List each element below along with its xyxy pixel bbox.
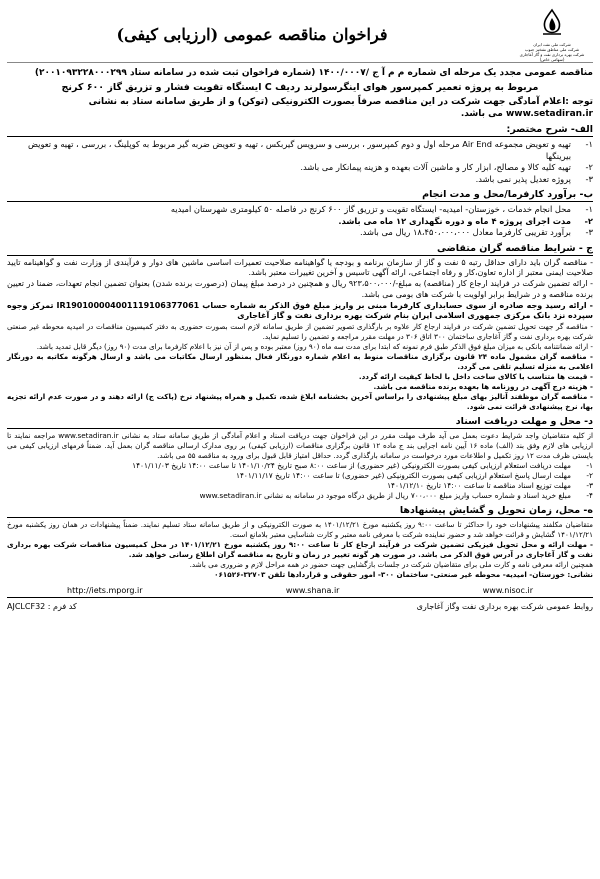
form-code-label: کد فرم : <box>47 602 77 612</box>
condition-paragraph: - مناقصه گران مشمول ماده ۲۴ قانون برگزاری مناقصات منوط به اعلام شماره دورنگار فعال بمنظور ارسال مکاتبات می باشد و ارسال هرگونه مکاتبه به دورنگار اعلامی به منزله تسلیم تلقی می گردد. <box>7 352 593 372</box>
item-number: ۱- <box>586 461 593 471</box>
website-links <box>7 586 593 598</box>
item-number: ۳- <box>586 481 593 491</box>
item-number: ۲- <box>585 162 593 172</box>
section-c-title: ج - شرایط مناقصه گران متقاضی <box>7 242 593 256</box>
list-item <box>7 227 593 239</box>
logo-line-2: شرکت ملی مناطق نفتخیز جنوب <box>524 47 580 52</box>
logo-line-1: شرکت ملی نفت ایران <box>533 42 571 47</box>
item-text: برآورد تقریبی کارفرما معادل ۱۸،۴۵۰،۰۰۰،۰۰۰ ریال می باشد. <box>360 227 571 237</box>
website-link[interactable]: www.shana.ir <box>285 586 340 596</box>
footer <box>7 602 593 611</box>
condition-paragraph: - مناقصه گر جهت تحویل تضمین شرکت در فرایند ارجاع کار علاوه بر بارگذاری تصویر تضمین از طریق سامانه لازم است بصورت حضوری به دفتر کمیسیون مناقصات در امیدیه محوطه غیر صنعتی شرکت بهره برداری نفت و گاز آغاجاری ساختمان ۳۰۰ اتاق ۳۰۶ در مهلت مقرر مراجعه و تضمین را تسلیم نماید. <box>7 322 593 342</box>
item-text: مهلت ارسال پاسخ استعلام ارزیابی کیفی بصورت الکترونیکی (غیر حضوری) تا ساعت ۱۴:۰۰ تاریخ ۱۴۰۱/۱۱/۱۷ <box>235 471 571 481</box>
flame-logo-icon <box>535 8 569 38</box>
tender-notice-page <box>7 4 593 867</box>
submission-paragraph: همچنین ارائه معرفی نامه و کارت ملی برای متقاضیان شرکت در جلسات بازگشایی جهت حضور در همه مراحل لازم و ضروری می باشد. <box>189 560 593 570</box>
item-text: مبلغ خرید اسناد و شماره حساب واریز مبلغ ۷۰۰،۰۰۰ ریال از طریق درگاه موجود در سامانه به نشانی www.setadiran.ir <box>199 491 571 501</box>
item-text: محل انجام خدمات ، خوزستان- امیدیه- ایستگاه تقویت و تزریق گاز ۶۰۰ کرنج در فاصله ۵۰ کیلومتری شهرستان امیدیه <box>170 204 571 214</box>
tender-number: مناقصه عمومی مجدد یک مرحله ای شماره م م آ ج /۱۴۰۰/۰۰۰۷ (شماره فراخوان ثبت شده در سامانه ستاد ۲۰۰۱۰۹۳۲۲۸۰۰۰۲۹۹) <box>34 68 593 78</box>
item-number: ۴- <box>586 491 593 501</box>
item-text: پروژه تعدیل پذیر نمی باشد. <box>475 173 571 184</box>
website-link[interactable]: http://iets.mporg.ir <box>67 586 143 596</box>
form-code <box>7 602 77 611</box>
condition-paragraph: - قیمت ها متناسب با کالای ساخت داخل با لحاظ کیفیت ارائه گردد. <box>358 372 593 382</box>
list-item <box>7 216 593 228</box>
item-number: ۱- <box>585 139 593 149</box>
item-text: مهلت دریافت استعلام ارزیابی کیفی بصورت الکترونیکی (غیر حضوری) از ساعت ۸:۰۰ صبح تاریخ ۱۴۰۱/۱۰/۲۴ تا ساعت ۱۴:۰۰ تاریخ ۱۴۰۱/۱۱/۰۳ <box>132 461 571 471</box>
item-number: ۲- <box>584 215 593 226</box>
project-title: مربوط به پروژه تعمیر کمپرسور هوای اینگرسولرند ردیف C ایستگاه تقویت فشار و تزریق گاز ۶۰۰ کرنج <box>61 82 539 93</box>
condition-paragraph: - مناقصه گران موظفند آنالیز بهای مبلغ پیشنهادی را براساس آخرین بخشنامه ابلاغ شده، تکمیل و همراه پیشنهاد نرخ (پاکت ج) ارائه دهند و در صورت عدم ارائه تجزیه بها، نرخ پیشنهادی قرائت نمی شود. <box>7 392 593 412</box>
public-relations-label: روابط عمومی شرکت بهره برداری نفت وگاز آغاجاری <box>416 602 593 612</box>
item-text: مهلت توزیع اسناد مناقصه تا ساعت ۱۴:۰۰ تاریخ ۱۴۰۱/۱۲/۱۰ <box>387 481 571 491</box>
condition-paragraph: - ارائه تضمین شرکت در فرایند ارجاع کار (مناقصه) به مبلغ-/۹۲۳،۵۰۰،۰۰۰ ریال و همچنین در درصد مبلغ پیمان (درصورت برنده شدن) بعنوان تضمین انجام تعهدات، ضمنا در تعیین برنده مناقصه و در شرایط برابر اولویت با شرکت های بومی می باشد. <box>7 279 593 299</box>
address-line: نشانی: خوزستان- امیدیه- محوطه غیر صنعتی- ساختمان ۳۰۰- امور حقوقی و قراردادها تلفن ۳۲۷۰۳-۰۶۱۵۲۶ <box>214 570 593 580</box>
form-code-value: AJCLCF32 <box>7 602 46 612</box>
section-a-title: الف- شرح مختصر: <box>7 123 593 137</box>
section-e-title: ه- محل، زمان تحویل و گشایش پیشنهادها <box>7 504 593 518</box>
submission-paragraph: - مهلت ارائه و محل تحویل فیزیکی تضمین شرکت در فرآیند ارجاع کار تا ساعت ۹:۰۰ روز یکشنبه مورخ ۱۴۰۱/۱۲/۲۱ در محل کمیسیون مناقصات شرکت بهره برداری نفت و گاز آغاجاری در آدرس فوق الذکر می باشد. در صورت هر گونه تغییر در زمان و تاریخ به مناقصه گران اطلاع رسانی خواهد شد. <box>7 540 593 560</box>
item-text: تهیه و تعویض مجموعه Air End مرحله اول و دوم کمپرسور ، بررسی و سرویس گیربکس ، تهیه و تعویض ضربه گیر مربوط به کوپلینگ ، بررسی ، تهیه و تعویض بیرینگها <box>27 139 571 161</box>
documents-paragraph: از کلیه متقاضیان واجد شرایط دعوت بعمل می آید طرف مهلت مقرر در این فراخوان جهت دریافت اسناد و اعلام آمادگی از طریق سامانه ستاد به نشانی www.setadiran.ir مراجعه نمایند تا ارزیابی های لازم وفق بند (الف) ماده ۱۶ آیین نامه اجرایی بند ج ماده ۱۲ قانون برگزاری مناقصات (ارزیابی کیفی) بر روی مدارک ارسالی مناقصه گران بعمل آید. ضمناً فرمهای ارزیابی کیفی می بایستی ظرف مدت ۱۲ روز تکمیل و اطلاعات مورد درخواست در سامانه بارگذاری گردد. حداقل امتیاز قابل قبول برای ورود به مناقصه ۵۵ می باشد. <box>7 431 593 461</box>
list-item <box>7 174 593 186</box>
list-item <box>7 162 593 174</box>
item-number: ۱- <box>585 204 593 214</box>
page-title: فراخوان مناقصه عمومی (ارزیابی کیفی) <box>116 24 388 44</box>
header <box>7 4 593 63</box>
item-number: ۲- <box>586 471 593 481</box>
item-text: مدت اجرای پروژه ۴ ماه و دوره نگهداری ۱۲ ماه می باشد. <box>338 215 571 226</box>
list-item <box>7 491 593 501</box>
condition-paragraph: - ارائه ضمانتنامه بانکی به میزان مبلغ فوق الذکر طبق فرم نمونه که ابتدا برای مدت سه ماه (۹۰ روز) معتبر بوده و پس از آن نیز با اعلام کارفرما برای مدت (۹۰ روز) دیگر قابل تمدید باشد. <box>36 342 593 352</box>
list-item <box>7 471 593 481</box>
item-number: ۳- <box>585 173 593 184</box>
list-item <box>7 481 593 491</box>
condition-paragraph: - هزینه درج آگهی در روزنامه ها بعهده برنده مناقصه می باشد. <box>373 382 593 392</box>
condition-paragraph: - ارائه رسید وجه صادره از سوی حسابداری کارفرما مبنی بر واریز مبلغ فوق الذکر به شماره حساب IR190100004001119106377061 تمرکز وجوه سپرده نزد بانک مرکزی جمهوری اسلامی ایران بنام شرکت بهره برداری نفت و گاز آغاجاری <box>7 300 593 321</box>
item-number: ۳- <box>585 227 593 237</box>
logo-line-3: شرکت بهره برداری نفت و گاز آغاجاری (سهامی خاص) <box>519 52 585 62</box>
list-item <box>7 461 593 471</box>
list-item <box>7 204 593 216</box>
section-d-title: د- محل و مهلت دریافت اسناد <box>7 415 593 429</box>
website-link[interactable]: www.nisoc.ir <box>482 586 533 596</box>
item-text: تهیه کلیه کالا و مصالح، ابزار کار و ماشین آلات بعهده و هزینه پیمانکار می باشد. <box>300 162 571 172</box>
condition-paragraph: - مناقصه گران باید دارای حداقل رتبه ۵ نفت و گاز از سازمان برنامه و بودجه یا گواهینامه صلاحیت تعمیرات اساسی ماشین های دوار و فرآیندی از وزارت نفت و گواهینامه تایید صلاحیت ایمنی معتبر از اداره تعاون،کار و رفاه اجتماعی، ارائه آگهی تاسیس و آخرین تغییرات معتبر باشد. <box>7 257 593 278</box>
attention-note: توجه :اعلام آمادگی جهت شرکت در این مناقصه صرفاً بصورت الکترونیکی (توکن) و از طریق سامانه ستاد به نشانی www.setadiran.ir می باشد. <box>88 97 593 119</box>
section-b-title: ب- برآورد کارفرما/محل و مدت انجام <box>7 188 593 202</box>
company-logo <box>515 8 589 62</box>
submission-paragraph: متقاضیان مکلفند پیشنهادات خود را حداکثر تا ساعت ۹:۰۰ روز یکشنبه مورخ ۱۴۰۱/۱۲/۲۱ به صورت الکترونیکی و از طریق سامانه ستاد تسلیم نمایند. ضمناً پیشنهادات در همان روز یکشنبه مورخ ۱۴۰۱/۱۲/۲۱ گشایش و قرائت خواهد شد و حضور نماینده شرکت با معرفی نامه معتبر و کارت شناسایی معتبر بلامانع است. <box>7 520 593 540</box>
list-item <box>7 139 593 162</box>
